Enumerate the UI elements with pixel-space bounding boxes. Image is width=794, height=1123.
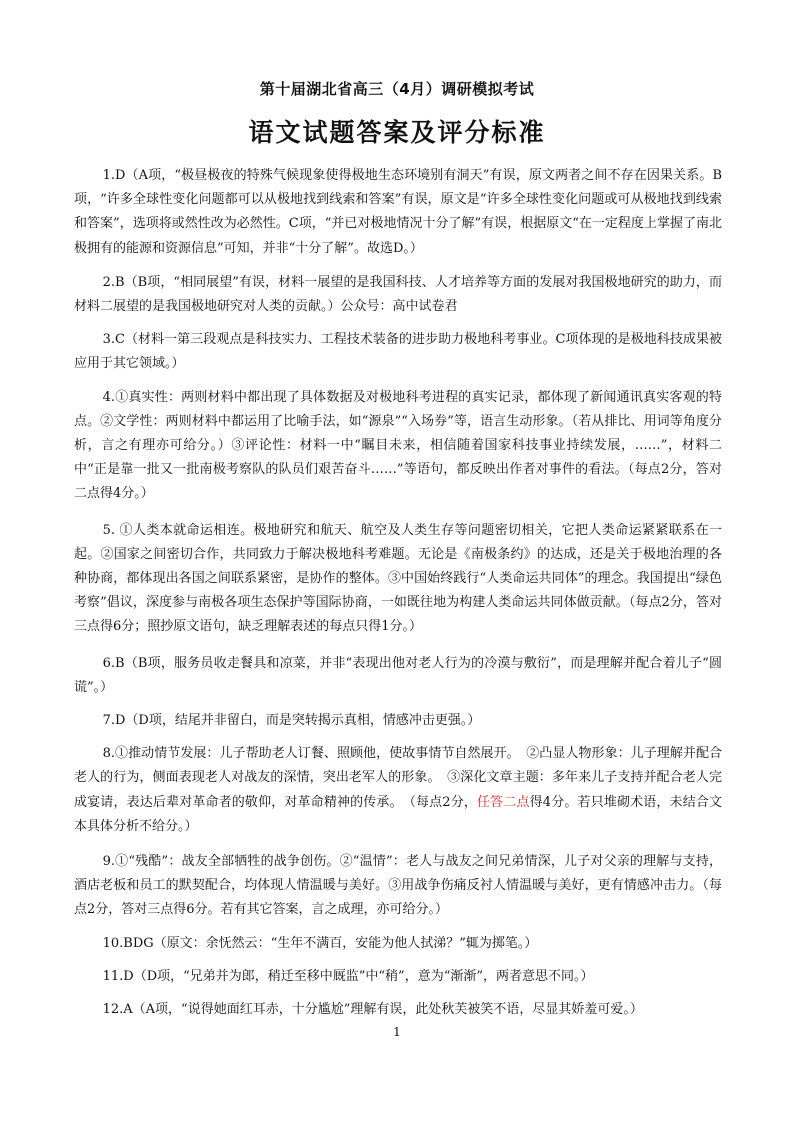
answer-list [74,164,722,1031]
answer-item-4: 4.①真实性：两则材料中都出现了具体数据及对极地科考进程的真实记录，都体现了新闻通讯真实客观的特点。②文学性：两则材料中都运用了比喻手法，如“源泉”“入场券”等，语言生动形象。（若从排比、用词等角度分析，言之有理亦可给分。）③评论性：材料一中“瞩目未来，相信随着国家科技事业持续发展，……”，材料二中“正是靠一批又一批南极考察队的队员们艰苦奋斗……”等语句，都反映出作者对事件的看法。（每点2分，答对二点得4分。） [74,389,722,502]
answer-item-8-highlight: 任答二点 [477,794,530,810]
exam-title: 第十届湖北省高三（4月）调研模拟考试 [259,80,535,98]
answer-item-5: 5. ①人类本就命运相连。极地研究和航天、航空及人类生存等问题密切相关，它把人类命运紧紧联系在一起。②国家之间密切合作，共同致力于解决极地科考难题。无论是《南极条约》的达成，还是关于极地治理的各种协商，都体现出各国之间联系紧密，是协作的整体。③中国始终践行“人类命运共同体”的理念。我国提出“绿色考察”倡议，深度参与南极各项生态保护等国际协商，一如既往地为构建人类命运共同体做贡献。（每点2分，答对三点得6分；照抄原文语句，缺乏理解表述的每点只得1分。） [74,522,722,635]
document-title: 语文试题答案及评分标准 [248,118,546,147]
answer-item-11: 11.D（D项，“兄弟并为郎，稍迁至移中厩监”中“稍”，意为“渐渐”，两者意思不同。） [102,968,594,984]
answer-item-8-text-before: 8.①推动情节发展：儿子帮助老人订餐、照顾他，使故事情节自然展开。 ②凸显人物形象：儿子理解并配合老人的行为，侧面表现老人对战友的深情，突出老军人的形象。 ③深化文章主题：多年来儿子支持并配合老人完成宴请，表达后辈对革命者的敬仰，对革命精神的传承。 （每点2分， [74,746,722,810]
answer-item-8-text-after: 得4分。若只堆砌术语，未结合文本具体分析不给分。） [74,794,722,834]
answer-item-10: 10.BDG（原文：余怃然云：“生年不满百，安能为他人拭涕？”辄为掷笔。） [102,935,538,951]
answer-item-7: 7.D（D项，结尾并非留白，而是突转揭示真相，情感冲击更强。） [102,713,481,729]
answer-item-2: 2.B（B项，“相同展望”有误，材料一展望的是我国科技、人才培养等方面的发展对我国极地研究的助力，而材料二展望的是我国极地研究对人类的贡献。）公众号：高中试卷君 [74,274,722,315]
answer-item-1: 1.D（A项，“极昼极夜的特殊气候现象使得极地生态环境别有洞天”有误，原文两者之间不存在因果关系。B项，“许多全球性变化问题都可以从极地找到线索和答案”有误，原文是“许多全球性变化问题或可从极地找到线索和答案”，选项将或然性改为必然性。C项，“并已对极地情况十分了解”有误，根据原文“在一定程度上掌握了南北极拥有的能源和资源信息”可知，并非“十分了解”。故选D。） [74,168,722,256]
answer-item-9: 9.①“残酷”：战友全部牺牲的战争创伤。②“温情”：老人与战友之间兄弟情深，儿子对父亲的理解与支持，酒店老板和员工的默契配合，均体现人情温暖与美好。③用战争伤痛反衬人情温暖与美好，更有情感冲击力。（每点2分，答对三点得6分。若有其它答案，言之成理，亦可给分。） [74,854,722,918]
answer-item-6: 6.B（B项，服务员收走餐具和凉菜，并非“表现出他对老人行为的冷漠与敷衍”，而是理解并配合着儿子“圆谎”。） [74,655,722,695]
page-number: 1 [393,1025,401,1039]
answer-item-12: 12.A（A项，“说得她面红耳赤，十分尴尬”理解有误，此处秋芙被笑不语，尽显其娇羞可爱。） [102,1002,643,1018]
answer-item-8 [74,742,722,839]
answer-item-3: 3.C（材料一第三段观点是科技实力、工程技术装备的进步助力极地科考事业。C项体现的是极地科技成果被应用于其它领域。） [74,332,722,372]
